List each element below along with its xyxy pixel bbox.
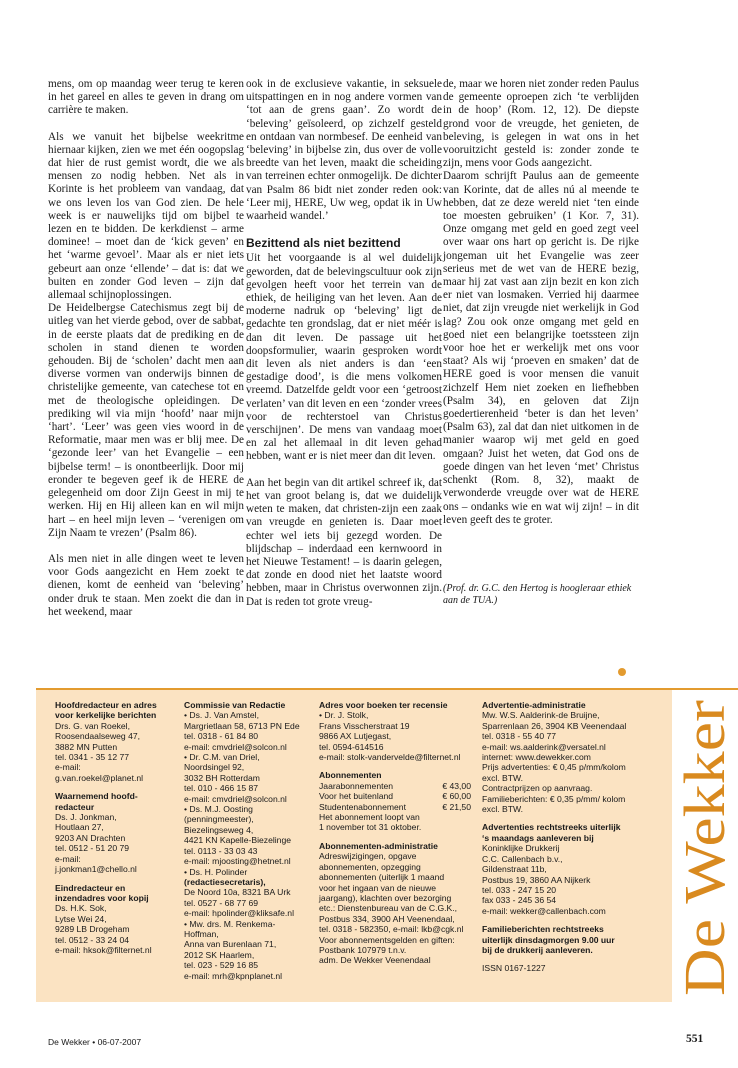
article-paragraph: Aan het begin van dit artikel schreef ik, dat het van groot belang is, dat we duidelijk weten te maken, dat christen-zijn een zaak van vreugde en genieten is. Daar moet echter wel iets bij gezegd worden. De blijdschap – inderdaad een kernwoord in het Nieuwe Testament! – is daarin gelegen, dat zonde en dood niet het laatste woord hebben, maar in Christus overwonnen zijn. Dat is reden tot grote vreug- [246, 476, 442, 608]
colophon-line: Postbus 19, 3860 AA Nijkerk [482, 874, 591, 885]
colophon-line: Postbus 334, 3900 AH Veenendaal, [319, 913, 455, 924]
colophon-line: (penningmeester), [184, 814, 254, 825]
colophon-heading: Familieberichten rechtstreeks [482, 924, 604, 935]
colophon-line: 3882 MN Putten [55, 741, 118, 752]
page-number: 551 [686, 1033, 704, 1045]
colophon-line: 9203 AN Drachten [55, 832, 126, 843]
colophon-line: Hoffman, [184, 928, 219, 939]
colophon-heading: Commissie van Redactie [184, 700, 286, 710]
colophon-line: excl. BTW. [482, 804, 524, 815]
colophon-line: 9866 AX Lutjegast, [319, 731, 392, 742]
article-paragraph: mens, om op maandag weer terug te keren in het gareel en alles te geven in drang om carrière te maken. [48, 78, 244, 117]
rate-row [319, 791, 471, 801]
section-heading: Bezittend als niet bezittend [246, 236, 401, 251]
colophon-line: Voor abonnementsgelden en giften: [319, 934, 455, 945]
colophon-line: • Mw. drs. M. Renkema- [184, 918, 276, 929]
colophon-line: tel. 0527 - 68 77 69 [184, 897, 259, 908]
colophon-line: abonnementen, opzegging [319, 861, 421, 872]
colophon-line: jaargang), klachten over bezorging [319, 892, 452, 903]
colophon-line: Adreswijzigingen, opgave [319, 851, 417, 862]
colophon-line: Gildenstraat 11b, [482, 864, 547, 875]
colophon-line: etc.: Dienstenbureau van de C.G.K., [319, 903, 458, 914]
colophon-heading: Advertentie-administratie [482, 700, 586, 710]
colophon-line: C.C. Callenbach b.v., [482, 853, 563, 864]
colophon-line: adm. De Wekker Veenendaal [319, 955, 431, 966]
colophon-line: Ds. H.K. Sok, [55, 903, 107, 914]
article-column-1 [48, 78, 244, 619]
colophon-line: tel. 023 - 529 16 85 [184, 960, 259, 971]
colophon-heading: bij de drukkerij aanleveren. [482, 944, 593, 955]
colophon-line: • Ds. H. Polinder [184, 866, 248, 877]
colophon-line: e-mail: ws.aalderink@versatel.nl [482, 741, 606, 752]
colophon-heading: Eindredacteur en [55, 882, 126, 893]
colophon-heading: (redactiesecretaris), [184, 876, 266, 887]
rate-value: € 43,00 [442, 780, 471, 791]
spacer [482, 955, 668, 963]
spacer [55, 783, 173, 791]
colophon-line: Lytse Wei 24, [55, 913, 107, 924]
colophon-line: • Dr. C.M. van Driel, [184, 752, 260, 763]
article-paragraph: Uit het voorgaande is al wel duidelijk geworden, dat de belevingscultuur ook zijn gevolgen heeft voor het terrein van de ethiek, de heiliging van het leven. Aan de moderne nadruk op ‘beleving’ ligt de gedachte ten grondslag, dat er niet méér is dan dit leven. De passage uit het doopsformulier, waarin gesproken wordt dit leven als niet anders is dan ‘een gestadige dood’, is die mens volkomen vreemd. Datzelfde geldt voor een ‘getroost verlaten’ van dit leven en een ‘zonder vrees voor de rechterstoel van Christus verschijnen’. De mens van vandaag moet en zal het allemaal in dit leven gehad hebben, want er is niet meer dan dit leven. [246, 252, 442, 463]
masthead-logo-text: De Wekker [672, 736, 737, 996]
colophon-line: • Ds. M.J. Oosting [184, 804, 253, 815]
colophon-column-editors [55, 700, 173, 955]
colophon-line: • Ds. J. Van Amstel, [184, 710, 259, 721]
colophon-line: Koninklijke Drukkerij [482, 843, 560, 854]
rate-label: Studentenabonnement [319, 801, 406, 812]
colophon-line: tel. 010 - 466 15 87 [184, 783, 259, 794]
rate-row [319, 802, 471, 812]
colophon-line: tel. 0341 - 35 12 77 [55, 752, 130, 763]
colophon-line: 4421 KN Kapelle-Biezelinge [184, 835, 292, 846]
rate-row [319, 781, 471, 791]
colophon-line: excl. BTW. [482, 772, 524, 783]
footer-issue: De Wekker • 06-07-2007 [48, 1037, 142, 1047]
colophon-heading: Adres voor boeken ter recensie [319, 700, 448, 710]
colophon-line: Postbank 107979 t.n.v. [319, 944, 407, 955]
colophon-line: Prijs advertenties: € 0,45 p/mm/kolom [482, 762, 626, 773]
colophon-line: e-mail: wekker@callenbach.com [482, 905, 606, 916]
rate-label: Voor het buitenland [319, 791, 394, 802]
article-column-2 [246, 78, 442, 609]
article-column-3 [443, 78, 639, 608]
colophon-line: tel. 0318 - 582350, e-mail: lkb@cgk.nl [319, 924, 464, 935]
rate-label: Jaarabonnementen [319, 780, 394, 791]
colophon-line: Mw. W.S. Aalderink-de Bruijne, [482, 710, 600, 721]
colophon-line: e-mail: [55, 762, 81, 773]
colophon-line: j.jonkman1@chello.nl [55, 864, 137, 875]
colophon-line: Drs. G. van Roekel, [55, 720, 130, 731]
colophon-column-advertising [482, 700, 668, 974]
article-paragraph: Daarom schrijft Paulus aan de gemeente van Korinte, dat de alles nú al meende te hebben, dat ze deze wereld niet ‘ten einde toe moesten gebruiken’ (1 Kor. 7, 31). Onze omgang met geld en goed zegt veel over waar ons hart op gericht is. De rijke jongeman uit het Evangelie was zeer serieus met de wet van de HERE bezig, maar hij zat vast aan zijn bezit en kon zich er niet van losmaken. Verried hij daarmee niet, dat zijn vreugde niet werkelijk in God lag? Zou ook onze omgang met geld en goed niet een belangrijke toetssteen zijn voor hoe het er werkelijk met ons voor staat? Als wij ‘proeven en smaken’ dat de HERE goed is voor mensen die vanuit zichzelf Hem niet zoeken en liefhebben (Psalm 34), en geloven dat Zijn goedertierenheid ‘beter is dan het leven’ (Psalm 63), zal dat dan niet uitkomen in de manier waarop wij met geld en goed omgaan? Juist het weten, dat God ons de goede dingen van het leven ‘met’ Christus schenkt (Rom. 8, 32), maakt de verwonderde vreugde over wat de HERE ons – ondanks wie en wat wij zijn! – in dit leven geeft des te groter. [443, 170, 639, 526]
colophon-heading: Advertenties rechtstreeks uiterlijk [482, 822, 621, 833]
colophon-line: • Dr. J. Stolk, [319, 710, 369, 721]
spacer [319, 833, 471, 841]
colophon-line: tel. 0318 - 55 40 77 [482, 731, 557, 742]
colophon-line: Het abonnement loopt van [319, 812, 420, 823]
colophon-line: tel. 0113 - 33 03 43 [184, 845, 258, 856]
colophon-heading: ‘s maandags aanleveren bij [482, 832, 594, 843]
colophon-line: Noordsingel 92, [184, 762, 245, 773]
colophon-line: fax 033 - 245 36 54 [482, 895, 557, 906]
colophon-heading: Hoofdredacteur en adres [55, 700, 157, 710]
colophon-line: 2012 SK Haarlem, [184, 949, 255, 960]
colophon-line: tel. 0512 - 51 20 79 [55, 843, 130, 854]
colophon-heading: uiterlijk dinsdagmorgen 9.00 uur [482, 934, 615, 945]
colophon-line: e-mail: mjoosting@hetnet.nl [184, 856, 291, 867]
colophon-column-subscriptions [319, 700, 471, 966]
article-paragraph: ook in de exclusieve vakantie, in seksuele uitspattingen en in nog andere vormen van ‘tot aan de grens gaan’. Zo wordt de ‘beleving’ geïsoleerd, op zichzelf gesteld en ontdaan van normbesef. De eenheid van ‘beleving’ in bijbelse zin, dus over de volle breedte van het leven, maakt die scheiding van terreinen echter onmogelijk. De dichter van Psalm 86 bidt niet zonder reden ook: ‘Leer mij, HERE, Uw weg, opdat ik in Uw waarheid wandel.’ [246, 78, 442, 223]
rate-value: € 60,00 [442, 791, 471, 802]
spacer [319, 762, 471, 770]
colophon-line: ISSN 0167-1227 [482, 963, 546, 974]
colophon-line: Familieberichten: € 0,35 p/mm/ kolom [482, 793, 626, 804]
rate-value: € 21,50 [442, 801, 471, 812]
colophon-line: e-mail: [55, 853, 81, 864]
article-paragraph: Als men niet in alle dingen weet te leven voor Gods aangezicht en Hem zoekt te dienen, komt de eenheid van ‘beleving’ onder druk te staan. Men zoekt die dan in het weekend, maar [48, 552, 244, 618]
colophon-line: e-mail: cmvdriel@solcon.nl [184, 741, 287, 752]
author-note: (Prof. dr. G.C. den Hertog is hoogleraar ethiek aan de TUA.) [443, 582, 632, 607]
colophon-line: 1 november tot 31 oktober. [319, 822, 422, 833]
colophon-line: e-mail: hpolinder@kliksafe.nl [184, 908, 294, 919]
article-paragraph: Als we vanuit het bijbelse weekritme hiernaar kijken, zien we met één oogopslag dat hier de rust gemist wordt, die we als mensen zo nodig hebben. Net als in Korinte is het probleem van vandaag, dat we ons leven los van God zien. De hele week is er nauwelijks tijd om bijbel te lezen en te bidden. De kerkdienst – arme dominee! – moet dan de ‘kick geven’ en het ‘warme gevoel’. Maar als er niet iets gebeurt aan onze ‘ellende’ – dat is: dat we buiten en zonder God leven – zijn dat allemaal schijnoplossingen. [48, 130, 244, 302]
colophon-line: tel. 033 - 247 15 20 [482, 884, 557, 895]
colophon-line: g.van.roekel@planet.nl [55, 772, 144, 783]
colophon-heading: Abonnementen [319, 770, 382, 781]
spacer [482, 916, 668, 924]
colophon-line: voor het ingaan van de nieuwe [319, 882, 437, 893]
colophon-line: tel. 0318 - 61 84 80 [184, 731, 259, 742]
colophon-line: e-mail: stolk-vandervelde@filternet.nl [319, 752, 461, 763]
colophon-line: e-mail: cmvdriel@solcon.nl [184, 793, 287, 804]
article-paragraph: de, maar we horen niet zonder reden Paulus de gemeente oproepen zich ‘te verblijden in de hoop’ (Rom. 12, 12). De diepste grond voor de vreugde, het genieten, de beleving, is gelegen in wat ons in het vooruitzicht gesteld is: zonder zonde te zijn, mens voor Gods aangezicht. [443, 78, 639, 170]
colophon-line: e-mail: hksok@filternet.nl [55, 944, 152, 955]
masthead-logo [672, 690, 738, 1002]
colophon-heading: Waarnemend hoofd- [55, 791, 138, 802]
colophon-column-committee [184, 700, 312, 981]
colophon-heading: redacteur [55, 801, 95, 812]
colophon-line: Biezelingseweg 4, [184, 824, 254, 835]
colophon-line: Ds. J. Jonkman, [55, 812, 117, 823]
spacer [55, 875, 173, 883]
colophon-line: 9289 LB Drogeham [55, 924, 130, 935]
colophon-line: Anna van Burenlaan 71, [184, 939, 277, 950]
colophon-heading: Abonnementen-administratie [319, 840, 438, 851]
colophon-line: Sparrenlaan 26, 3904 KB Veenendaal [482, 720, 627, 731]
colophon-line: e-mail: mrh@kpnplanet.nl [184, 970, 283, 981]
colophon-line: internet: www.dewekker.com [482, 752, 591, 763]
colophon-heading: inzendadres voor kopij [55, 892, 149, 903]
colophon-line: Margrietlaan 58, 6713 PN Ede [184, 720, 300, 731]
colophon-heading: voor kerkelijke berichten [55, 710, 157, 721]
colophon-line: Roosendaalseweg 47, [55, 731, 141, 742]
article-paragraph: De Heidelbergse Catechismus zegt bij de uitleg van het vierde gebod, over de sabbat, in de eerste plaats dat de prediking en de scholen in stand dienen te worden gehouden. Bij de ‘scholen’ dacht men aan diverse vormen van onderwijs binnen de christelijke gemeente, van catechese tot en met de theologische opleidingen. De prediking wil via mijn ‘hoofd’ naar mijn ‘hart’. ‘Leer’ was geen vies woord in de Reformatie, maar men was er blij mee. De ‘gezonde leer’ van het Evangelie – een bijbelse term! – is onontbeerlijk. Door mij eronder te begeven geef ik de HERE de gelegenheid om door Zijn Geest in mij te werken. Hij en Hij alleen kan en wil mijn hart – en heel mijn leven – ‘verenigen om Zijn Naam te vrezen’ (Psalm 86). [48, 302, 244, 539]
colophon-line: Contractprijzen op aanvraag. [482, 783, 593, 794]
colophon-line: tel. 0594-614516 [319, 741, 384, 752]
colophon-line: tel. 0512 - 33 24 04 [55, 934, 130, 945]
colophon-line: abonnementen (uiterlijk 1 maand [319, 872, 445, 883]
end-mark-icon [618, 668, 626, 676]
colophon-line: De Noord 10a, 8321 BA Urk [184, 887, 291, 898]
colophon-line: Frans Visscherstraat 19 [319, 720, 410, 731]
spacer [482, 814, 668, 822]
colophon-line: 3032 BH Rotterdam [184, 772, 260, 783]
colophon-line: Houtlaan 27, [55, 822, 104, 833]
